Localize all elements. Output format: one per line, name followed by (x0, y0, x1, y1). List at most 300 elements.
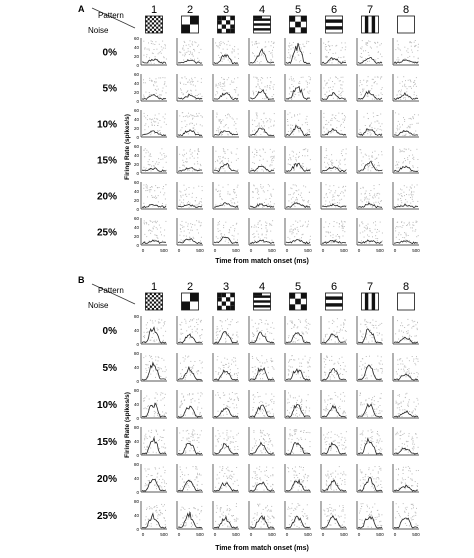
pattern-number: 4 (258, 4, 266, 16)
raster-dot (402, 86, 403, 87)
raster-dot (418, 123, 419, 124)
raster-dot (381, 487, 382, 488)
raster-dot (371, 156, 372, 157)
raster-dot (371, 134, 372, 135)
raster-dot (291, 78, 292, 79)
raster-dot (377, 431, 378, 432)
raster-dot (261, 55, 262, 56)
raster-dot (270, 119, 271, 120)
raster-dot (269, 434, 270, 435)
psth-trace (178, 334, 202, 343)
raster-dot (402, 447, 403, 448)
raster-dot (329, 202, 330, 203)
raster-dot (413, 194, 414, 195)
raster-dot (202, 190, 203, 191)
pattern-icon-cell (152, 295, 154, 297)
raster-dot (305, 320, 306, 321)
raster-dot (366, 414, 367, 415)
psth-trace (286, 480, 310, 491)
raster-dot (149, 159, 150, 160)
raster-dot (236, 503, 237, 504)
raster-dot (372, 438, 373, 439)
raster-dot (215, 487, 216, 488)
raster-dot (164, 230, 165, 231)
raster-dot (309, 432, 310, 433)
psth-plot (285, 501, 312, 537)
raster-dot (360, 485, 361, 486)
raster-dot (409, 224, 410, 225)
pattern-icon-cell (290, 304, 296, 310)
raster-dot (294, 324, 295, 325)
raster-dot (374, 396, 375, 397)
raster-dot (407, 57, 408, 58)
raster-dot (232, 471, 233, 472)
raster-dot (404, 232, 405, 233)
y-tick-label: 0 (136, 171, 139, 176)
raster-dot (156, 78, 157, 79)
raster-dot (292, 231, 293, 232)
raster-dot (148, 164, 149, 165)
raster-dot (215, 151, 216, 152)
raster-dot (156, 488, 157, 489)
psth-trace (358, 404, 382, 417)
raster-dot (261, 436, 262, 437)
raster-dot (367, 368, 368, 369)
raster-dot (345, 164, 346, 165)
raster-dot (294, 475, 295, 476)
raster-dot (233, 438, 234, 439)
raster-dot (346, 431, 347, 432)
raster-dot (153, 340, 154, 341)
raster-dot (344, 438, 345, 439)
raster-dot (399, 194, 400, 195)
raster-dot (303, 448, 304, 449)
raster-dot (236, 223, 237, 224)
raster-dot (193, 434, 194, 435)
raster-dot (360, 200, 361, 201)
raster-dot (143, 443, 144, 444)
raster-dot (217, 329, 218, 330)
raster-dot (186, 467, 187, 468)
raster-dot (378, 478, 379, 479)
raster-dot (255, 188, 256, 189)
raster-dot (192, 54, 193, 55)
raster-dot (224, 83, 225, 84)
raster-dot (158, 322, 159, 323)
raster-dot (401, 435, 402, 436)
raster-dot (364, 414, 365, 415)
raster-dot (407, 319, 408, 320)
raster-dot (162, 411, 163, 412)
raster-dot (304, 340, 305, 341)
raster-dot (181, 92, 182, 93)
raster-dot (215, 42, 216, 43)
raster-dot (166, 170, 167, 171)
raster-dot (182, 155, 183, 156)
raster-dot (149, 78, 150, 79)
raster-dot (368, 526, 369, 527)
raster-dot (370, 440, 371, 441)
raster-dot (376, 232, 377, 233)
raster-dot (416, 524, 417, 525)
raster-dot (265, 42, 266, 43)
raster-dot (267, 231, 268, 232)
raster-dot (307, 333, 308, 334)
x-tick-label: 500 (412, 532, 420, 537)
raster-dot (378, 473, 379, 474)
raster-dot (375, 81, 376, 82)
raster-dot (340, 125, 341, 126)
raster-dot (310, 441, 311, 442)
raster-dot (288, 200, 289, 201)
raster-dot (216, 130, 217, 131)
raster-dot (259, 374, 260, 375)
raster-dot (179, 154, 180, 155)
raster-dot (252, 409, 253, 410)
raster-dot (343, 236, 344, 237)
raster-dot (217, 331, 218, 332)
raster-dot (233, 361, 234, 362)
raster-dot (199, 519, 200, 520)
raster-dot (341, 222, 342, 223)
raster-dot (180, 405, 181, 406)
raster-dot (294, 236, 295, 237)
psth-plot (249, 38, 275, 65)
psth-plot (213, 501, 240, 537)
raster-dot (220, 230, 221, 231)
raster-dot (361, 433, 362, 434)
raster-dot (184, 42, 185, 43)
raster-dot (215, 436, 216, 437)
raster-dot (408, 470, 409, 471)
raster-dot (158, 329, 159, 330)
raster-dot (308, 370, 309, 371)
raster-dot (343, 362, 344, 363)
raster-dot (364, 237, 365, 238)
raster-dot (296, 233, 297, 234)
raster-dot (271, 240, 272, 241)
raster-dot (145, 519, 146, 520)
raster-dot (295, 467, 296, 468)
pattern-icon-cell (146, 25, 148, 27)
raster-dot (155, 41, 156, 42)
raster-dot (231, 476, 232, 477)
raster-dot (404, 84, 405, 85)
pattern-icon-stripe (254, 28, 271, 30)
raster-dot (260, 239, 261, 240)
raster-dot (331, 513, 332, 514)
raster-dot (398, 395, 399, 396)
raster-dot (182, 112, 183, 113)
raster-dot (153, 43, 154, 44)
raster-dot (340, 329, 341, 330)
raster-dot (331, 485, 332, 486)
raster-dot (273, 396, 274, 397)
raster-dot (406, 134, 407, 135)
raster-dot (376, 369, 377, 370)
raster-dot (363, 163, 364, 164)
raster-dot (228, 158, 229, 159)
raster-dot (191, 90, 192, 91)
raster-dot (256, 114, 257, 115)
raster-dot (381, 339, 382, 340)
pattern-icon-cell (226, 29, 230, 33)
raster-dot (261, 484, 262, 485)
raster-dot (199, 60, 200, 61)
raster-dot (157, 434, 158, 435)
raster-dot (366, 321, 367, 322)
raster-dot (188, 223, 189, 224)
raster-dot (340, 365, 341, 366)
x-tick-label: 0 (321, 532, 325, 537)
raster-dot (237, 169, 238, 170)
raster-dot (272, 156, 273, 157)
raster-dot (324, 358, 325, 359)
pattern-icon-stripe (254, 300, 271, 302)
raster-dot (146, 523, 147, 524)
psth-plot (357, 353, 383, 381)
raster-dot (372, 99, 373, 100)
raster-dot (337, 396, 338, 397)
raster-dot (411, 192, 412, 193)
raster-dot (289, 154, 290, 155)
raster-dot (362, 433, 363, 434)
raster-dot (292, 372, 293, 373)
raster-dot (369, 243, 370, 244)
raster-dot (291, 117, 292, 118)
raster-dot (190, 361, 191, 362)
raster-dot (339, 358, 340, 359)
raster-dot (266, 336, 267, 337)
raster-dot (344, 319, 345, 320)
raster-dot (291, 520, 292, 521)
raster-dot (364, 443, 365, 444)
raster-dot (290, 164, 291, 165)
raster-dot (344, 127, 345, 128)
raster-dot (197, 488, 198, 489)
raster-dot (143, 357, 144, 358)
raster-dot (339, 445, 340, 446)
raster-dot (256, 519, 257, 520)
raster-dot (147, 49, 148, 50)
raster-dot (296, 197, 297, 198)
raster-dot (375, 221, 376, 222)
raster-dot (327, 474, 328, 475)
raster-dot (234, 189, 235, 190)
raster-dot (298, 83, 299, 84)
raster-dot (334, 363, 335, 364)
raster-dot (192, 320, 193, 321)
raster-dot (146, 184, 147, 185)
raster-dot (238, 372, 239, 373)
raster-dot (398, 121, 399, 122)
raster-dot (360, 233, 361, 234)
raster-dot (398, 193, 399, 194)
raster-dot (404, 450, 405, 451)
raster-dot (257, 479, 258, 480)
raster-dot (412, 165, 413, 166)
raster-dot (228, 363, 229, 364)
raster-dot (271, 160, 272, 161)
raster-dot (192, 224, 193, 225)
raster-dot (291, 442, 292, 443)
raster-dot (361, 506, 362, 507)
raster-dot (302, 482, 303, 483)
panel-a-grid (97, 4, 420, 253)
raster-dot (156, 524, 157, 525)
raster-dot (226, 98, 227, 99)
raster-dot (191, 154, 192, 155)
raster-dot (157, 518, 158, 519)
raster-dot (413, 410, 414, 411)
raster-dot (297, 477, 298, 478)
raster-dot (324, 400, 325, 401)
raster-dot (264, 202, 265, 203)
pattern-icon-cell (156, 31, 158, 33)
raster-dot (154, 166, 155, 167)
raster-dot (292, 519, 293, 520)
raster-dot (413, 201, 414, 202)
raster-dot (418, 61, 419, 62)
raster-dot (215, 161, 216, 162)
raster-dot (228, 470, 229, 471)
raster-dot (144, 96, 145, 97)
raster-dot (237, 118, 238, 119)
raster-dot (236, 154, 237, 155)
raster-dot (146, 396, 147, 397)
raster-dot (219, 120, 220, 121)
raster-dot (405, 203, 406, 204)
raster-dot (291, 508, 292, 509)
raster-dot (402, 336, 403, 337)
raster-dot (296, 446, 297, 447)
psth-plot (249, 390, 275, 418)
raster-dot (416, 95, 417, 96)
raster-dot (365, 437, 366, 438)
raster-dot (186, 52, 187, 53)
raster-dot (364, 404, 365, 405)
raster-dot (335, 115, 336, 116)
raster-dot (363, 60, 364, 61)
raster-dot (237, 187, 238, 188)
raster-dot (365, 63, 366, 64)
raster-dot (294, 431, 295, 432)
psth-plot (177, 218, 204, 253)
raster-dot (266, 199, 267, 200)
raster-dot (227, 149, 228, 150)
raster-dot (221, 362, 222, 363)
y-tick-label: 40 (133, 189, 139, 194)
raster-dot (150, 94, 151, 95)
raster-dot (188, 474, 189, 475)
raster-dot (344, 226, 345, 227)
raster-dot (154, 226, 155, 227)
raster-dot (217, 160, 218, 161)
raster-dot (193, 187, 194, 188)
raster-dot (156, 90, 157, 91)
raster-dot (160, 485, 161, 486)
raster-dot (307, 82, 308, 83)
raster-dot (307, 124, 308, 125)
raster-dot (237, 243, 238, 244)
raster-dot (191, 448, 192, 449)
raster-dot (254, 120, 255, 121)
raster-dot (220, 436, 221, 437)
raster-dot (259, 402, 260, 403)
raster-dot (252, 356, 253, 357)
raster-dot (368, 170, 369, 171)
raster-dot (272, 361, 273, 362)
raster-dot (303, 163, 304, 164)
raster-dot (399, 515, 400, 516)
raster-dot (230, 509, 231, 510)
raster-dot (197, 229, 198, 230)
raster-dot (254, 156, 255, 157)
raster-dot (197, 204, 198, 205)
raster-dot (252, 162, 253, 163)
raster-dot (304, 430, 305, 431)
raster-dot (343, 322, 344, 323)
raster-dot (218, 130, 219, 131)
raster-dot (372, 484, 373, 485)
raster-dot (189, 80, 190, 81)
raster-dot (379, 440, 380, 441)
raster-dot (413, 56, 414, 57)
raster-dot (341, 484, 342, 485)
pattern-icon-frame (326, 16, 343, 33)
raster-dot (369, 125, 370, 126)
pattern-icon-cell (148, 304, 150, 306)
raster-dot (344, 323, 345, 324)
raster-dot (297, 416, 298, 417)
raster-dot (406, 235, 407, 236)
raster-dot (252, 191, 253, 192)
psth-plot (134, 499, 168, 537)
x-tick-label: 500 (232, 248, 240, 253)
raster-dot (398, 364, 399, 365)
raster-dot (334, 404, 335, 405)
psth-plot (357, 427, 383, 455)
raster-dot (342, 474, 343, 475)
raster-dot (413, 446, 414, 447)
raster-dot (199, 113, 200, 114)
raster-dot (415, 408, 416, 409)
raster-dot (296, 185, 297, 186)
raster-dot (145, 123, 146, 124)
raster-dot (165, 366, 166, 367)
raster-dot (365, 413, 366, 414)
raster-dot (259, 123, 260, 124)
psth-plot (213, 218, 240, 253)
raster-dot (234, 46, 235, 47)
raster-dot (261, 513, 262, 514)
raster-dot (146, 377, 147, 378)
raster-dot (396, 226, 397, 227)
raster-dot (294, 337, 295, 338)
raster-dot (273, 89, 274, 90)
psth-trace (178, 406, 202, 417)
raster-dot (183, 94, 184, 95)
raster-dot (229, 470, 230, 471)
raster-dot (414, 61, 415, 62)
raster-dot (166, 204, 167, 205)
raster-dot (162, 159, 163, 160)
raster-dot (396, 237, 397, 238)
raster-dot (237, 336, 238, 337)
raster-dot (328, 471, 329, 472)
raster-dot (289, 57, 290, 58)
raster-dot (146, 446, 147, 447)
